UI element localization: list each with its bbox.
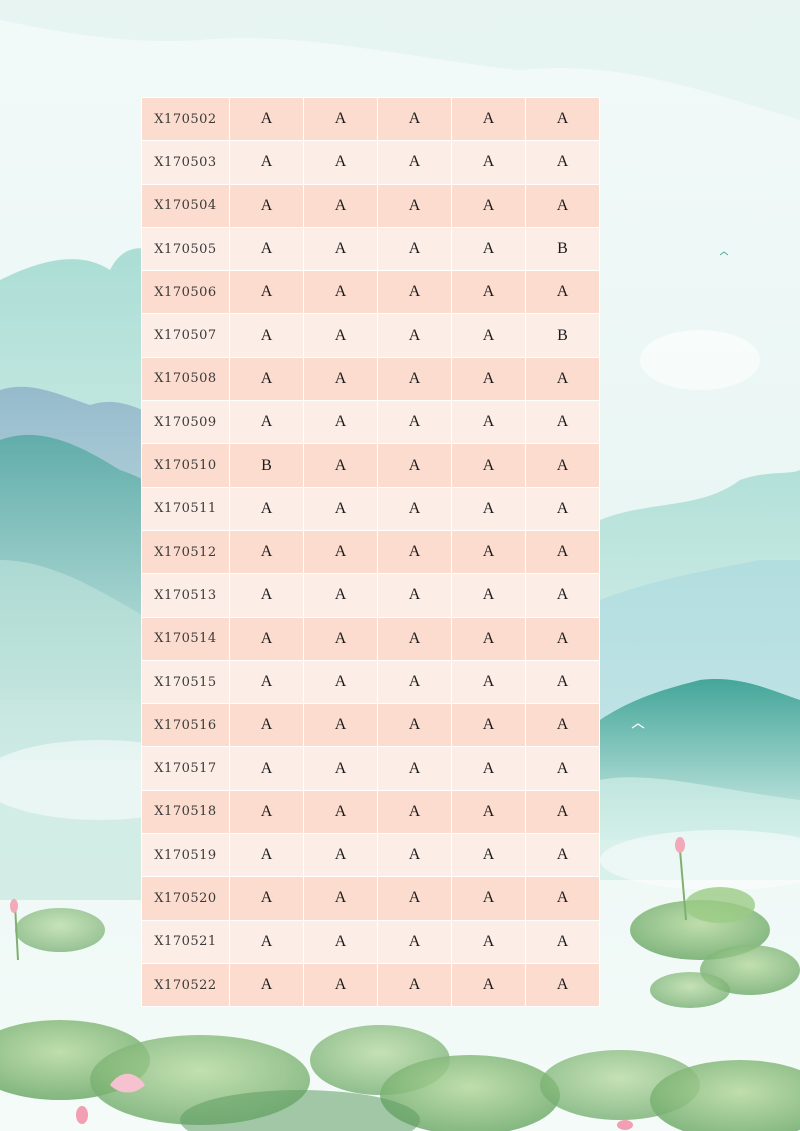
table-row <box>142 920 600 963</box>
table-row <box>142 574 600 617</box>
grade-cell: A <box>452 834 526 877</box>
table-row <box>142 487 600 530</box>
grade-cell: A <box>230 227 304 270</box>
table-row <box>142 704 600 747</box>
grade-cell: A <box>304 98 378 141</box>
grade-cell: A <box>452 660 526 703</box>
grade-cell: A <box>526 963 600 1006</box>
grade-cell: A <box>230 747 304 790</box>
grade-cell: A <box>230 401 304 444</box>
grade-cell: A <box>378 530 452 573</box>
table-row <box>142 834 600 877</box>
grade-cell: A <box>526 660 600 703</box>
grade-cell: A <box>526 920 600 963</box>
grade-cell: A <box>304 487 378 530</box>
row-id-cell: X170504 <box>142 184 230 227</box>
grade-cell: A <box>304 314 378 357</box>
grade-cell: A <box>378 660 452 703</box>
grade-cell: A <box>304 401 378 444</box>
grade-cell: A <box>452 314 526 357</box>
grades-table <box>141 97 600 1007</box>
grade-cell: A <box>452 487 526 530</box>
grade-cell: A <box>304 271 378 314</box>
grade-cell: A <box>230 357 304 400</box>
table-row <box>142 963 600 1006</box>
grade-cell: A <box>452 963 526 1006</box>
grade-cell: A <box>304 834 378 877</box>
row-id-cell: X170502 <box>142 98 230 141</box>
grade-cell: A <box>526 877 600 920</box>
row-id-cell: X170517 <box>142 747 230 790</box>
grade-cell: A <box>304 920 378 963</box>
grade-cell: A <box>230 963 304 1006</box>
table-row <box>142 747 600 790</box>
grade-cell: A <box>230 834 304 877</box>
grade-cell: B <box>230 444 304 487</box>
grade-cell: B <box>526 227 600 270</box>
grade-cell: A <box>526 141 600 184</box>
grade-cell: A <box>378 747 452 790</box>
grade-cell: A <box>378 487 452 530</box>
grade-cell: A <box>304 660 378 703</box>
table-row <box>142 660 600 703</box>
grade-cell: A <box>230 98 304 141</box>
row-id-cell: X170521 <box>142 920 230 963</box>
grade-cell: A <box>452 574 526 617</box>
grade-cell: A <box>452 530 526 573</box>
table-row <box>142 444 600 487</box>
grade-cell: A <box>304 574 378 617</box>
grade-cell: A <box>304 141 378 184</box>
grade-cell: A <box>304 227 378 270</box>
grade-cell: A <box>378 704 452 747</box>
row-id-cell: X170511 <box>142 487 230 530</box>
grade-cell: A <box>452 401 526 444</box>
grade-cell: A <box>230 314 304 357</box>
row-id-cell: X170520 <box>142 877 230 920</box>
grade-cell: A <box>230 487 304 530</box>
row-id-cell: X170518 <box>142 790 230 833</box>
row-id-cell: X170514 <box>142 617 230 660</box>
grade-cell: A <box>526 184 600 227</box>
row-id-cell: X170503 <box>142 141 230 184</box>
grade-cell: A <box>526 574 600 617</box>
grade-cell: A <box>452 877 526 920</box>
grade-cell: A <box>526 747 600 790</box>
grade-cell: A <box>452 141 526 184</box>
grade-cell: A <box>526 834 600 877</box>
grade-cell: A <box>304 184 378 227</box>
grades-table-container <box>141 97 599 1007</box>
grade-cell: A <box>378 227 452 270</box>
grade-cell: A <box>452 184 526 227</box>
table-row <box>142 530 600 573</box>
row-id-cell: X170509 <box>142 401 230 444</box>
grade-cell: A <box>526 357 600 400</box>
table-row <box>142 314 600 357</box>
row-id-cell: X170515 <box>142 660 230 703</box>
grade-cell: A <box>230 530 304 573</box>
grade-cell: A <box>378 401 452 444</box>
row-id-cell: X170512 <box>142 530 230 573</box>
grade-cell: A <box>526 271 600 314</box>
row-id-cell: X170508 <box>142 357 230 400</box>
grade-cell: A <box>378 877 452 920</box>
grade-cell: A <box>378 314 452 357</box>
grade-cell: A <box>304 530 378 573</box>
grade-cell: A <box>378 617 452 660</box>
grade-cell: A <box>526 444 600 487</box>
grade-cell: A <box>378 357 452 400</box>
grade-cell: A <box>452 920 526 963</box>
grade-cell: A <box>230 660 304 703</box>
row-id-cell: X170513 <box>142 574 230 617</box>
grade-cell: A <box>304 357 378 400</box>
grade-cell: A <box>378 271 452 314</box>
grade-cell: A <box>304 963 378 1006</box>
grade-cell: A <box>526 790 600 833</box>
grade-cell: A <box>526 704 600 747</box>
grade-cell: A <box>304 747 378 790</box>
grade-cell: A <box>526 401 600 444</box>
grade-cell: A <box>230 184 304 227</box>
grade-cell: A <box>304 617 378 660</box>
grade-cell: A <box>452 617 526 660</box>
table-row <box>142 877 600 920</box>
grade-cell: A <box>378 790 452 833</box>
grade-cell: A <box>230 617 304 660</box>
grade-cell: A <box>452 704 526 747</box>
grade-cell: B <box>526 314 600 357</box>
grade-cell: A <box>304 790 378 833</box>
table-row <box>142 184 600 227</box>
row-id-cell: X170519 <box>142 834 230 877</box>
grade-cell: A <box>378 444 452 487</box>
grade-cell: A <box>230 877 304 920</box>
grades-table-body <box>142 98 600 1007</box>
grade-cell: A <box>452 790 526 833</box>
grade-cell: A <box>378 920 452 963</box>
grade-cell: A <box>526 617 600 660</box>
grade-cell: A <box>378 574 452 617</box>
grade-cell: A <box>526 530 600 573</box>
grade-cell: A <box>452 271 526 314</box>
grade-cell: A <box>452 227 526 270</box>
row-id-cell: X170522 <box>142 963 230 1006</box>
table-row <box>142 357 600 400</box>
grade-cell: A <box>378 834 452 877</box>
grade-cell: A <box>452 98 526 141</box>
table-row <box>142 401 600 444</box>
grade-cell: A <box>526 487 600 530</box>
row-id-cell: X170507 <box>142 314 230 357</box>
grade-cell: A <box>378 184 452 227</box>
grade-cell: A <box>230 704 304 747</box>
grade-cell: A <box>230 574 304 617</box>
grade-cell: A <box>378 963 452 1006</box>
table-row <box>142 271 600 314</box>
grade-cell: A <box>452 747 526 790</box>
grade-cell: A <box>378 141 452 184</box>
table-row <box>142 141 600 184</box>
grade-cell: A <box>304 877 378 920</box>
table-row <box>142 617 600 660</box>
grade-cell: A <box>378 98 452 141</box>
grade-cell: A <box>230 790 304 833</box>
row-id-cell: X170516 <box>142 704 230 747</box>
table-row <box>142 227 600 270</box>
grade-cell: A <box>304 444 378 487</box>
grade-cell: A <box>230 271 304 314</box>
row-id-cell: X170506 <box>142 271 230 314</box>
grade-cell: A <box>230 141 304 184</box>
table-row <box>142 790 600 833</box>
grade-cell: A <box>304 704 378 747</box>
grade-cell: A <box>452 444 526 487</box>
row-id-cell: X170505 <box>142 227 230 270</box>
grade-cell: A <box>230 920 304 963</box>
grade-cell: A <box>526 98 600 141</box>
row-id-cell: X170510 <box>142 444 230 487</box>
grade-cell: A <box>452 357 526 400</box>
table-row <box>142 98 600 141</box>
